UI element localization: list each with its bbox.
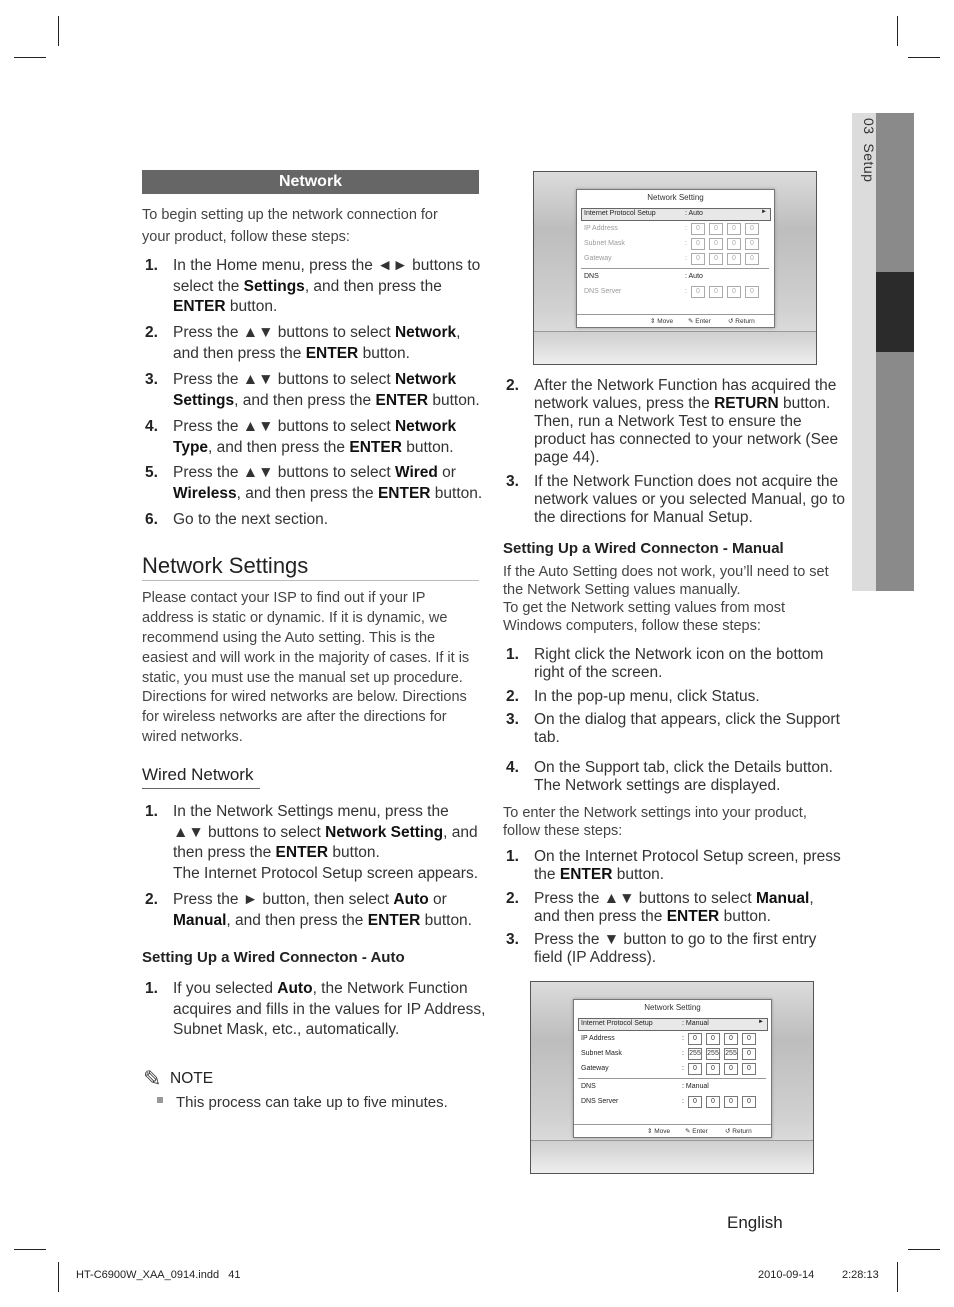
- para-line: static, you must use the manual set up procedure.: [142, 670, 463, 686]
- octet-field[interactable]: 0: [745, 238, 759, 250]
- sidebar-chapter-marker: [876, 272, 914, 352]
- para-line: wired networks.: [142, 729, 243, 745]
- step-number: 1.: [506, 646, 519, 663]
- network-setting-screenshot-auto: [533, 171, 817, 365]
- octet-field[interactable]: 0: [706, 1033, 720, 1045]
- intro-line: To begin setting up the network connection for: [142, 207, 438, 223]
- step-number: 6.: [145, 511, 158, 528]
- network-setting-screenshot-manual: [530, 981, 814, 1174]
- step-text: After the Network Function has acquired the network values, press the RETURN button. Then, run a Network Test to ensure the product has connected to your network (See page 44).: [534, 377, 839, 466]
- wired-auto-heading: Setting Up a Wired Connecton - Auto: [142, 949, 405, 966]
- enter-icon: ✎: [688, 318, 694, 325]
- network-settings-para2: [142, 687, 487, 747]
- octet-field[interactable]: 0: [742, 1063, 756, 1075]
- octet-field[interactable]: 0: [706, 1063, 720, 1075]
- move-hint: [647, 1127, 670, 1135]
- octet-field[interactable]: 0: [688, 1033, 702, 1045]
- octet-field[interactable]: 0: [727, 286, 741, 298]
- step-number: 2.: [145, 324, 158, 341]
- ips-label: Internet Protocol Setup: [584, 210, 656, 217]
- octet-field[interactable]: 0: [691, 238, 705, 250]
- ip-address-label: IP Address: [584, 225, 618, 232]
- step-number: 1.: [145, 980, 158, 997]
- para-line: Please contact your ISP to find out if your IP: [142, 590, 426, 606]
- step-number: 3.: [506, 931, 519, 948]
- wired-network-underline: [142, 788, 260, 789]
- octet-field[interactable]: 0: [706, 1096, 720, 1108]
- network-settings-heading: Network Settings: [142, 553, 309, 578]
- field-colon: :: [682, 1050, 684, 1057]
- sidebar-strip: [852, 113, 876, 591]
- octet-field[interactable]: 0: [709, 238, 723, 250]
- arrow-right-icon: ►: [761, 209, 767, 215]
- wired-network-heading: Wired Network: [142, 765, 254, 784]
- step-number: 3.: [506, 711, 519, 728]
- octet-field[interactable]: 0: [709, 223, 723, 235]
- enter-hint: [685, 1127, 708, 1135]
- para-line: easiest and will work in the majority of cases. If it is: [142, 650, 470, 666]
- octet-field[interactable]: 0: [724, 1033, 738, 1045]
- screen-bottom-band: [531, 1140, 813, 1173]
- octet-field[interactable]: 0: [709, 286, 723, 298]
- step-text: In the pop-up menu, click Status.: [534, 688, 760, 705]
- octet-field[interactable]: 0: [727, 253, 741, 265]
- octet-field[interactable]: 0: [742, 1096, 756, 1108]
- network-settings-para1: [142, 588, 487, 688]
- network-setting-menu: [576, 189, 775, 328]
- field-colon: :: [682, 1098, 684, 1105]
- dns-label: DNS: [584, 273, 599, 280]
- arrow-right-icon: ►: [758, 1019, 764, 1025]
- menu-title: Network Setting: [644, 1003, 701, 1012]
- crop-mark: [14, 57, 46, 58]
- network-section-heading: Network: [142, 170, 479, 194]
- step-text: Press the ▲▼ buttons to select Network, and then press the ENTER button.: [173, 324, 461, 362]
- crop-mark: [58, 16, 59, 46]
- step-text: Press the ▼ button to go to the first entry field (IP Address).: [534, 931, 817, 966]
- step-number: 3.: [506, 473, 519, 490]
- step-text: In the Network Settings menu, press the ▲▼ buttons to select Network Setting, and then press the ENTER button. The Internet Protocol Setup screen appears.: [173, 803, 479, 882]
- chapter-number: 03: [861, 118, 877, 135]
- para-line: Directions for wired networks are below. Directions: [142, 689, 467, 705]
- step-text: On the dialog that appears, click the Support tab.: [534, 711, 840, 746]
- para-line: address is static or dynamic. If it is dynamic, we: [142, 610, 448, 626]
- step-text: Press the ▲▼ buttons to select Wired or Wireless, and then press the ENTER button.: [173, 464, 483, 502]
- move-label: Move: [654, 1128, 671, 1135]
- field-colon: :: [685, 225, 687, 232]
- step-number: 2.: [145, 891, 158, 908]
- step-number: 1.: [506, 848, 519, 865]
- network-intro: [142, 205, 438, 247]
- step-number: 2.: [506, 688, 519, 705]
- octet-field[interactable]: 0: [688, 1096, 702, 1108]
- para-line: To enter the Network settings into your product,: [503, 805, 807, 821]
- octet-field[interactable]: 0: [691, 223, 705, 235]
- menu-divider: [581, 268, 769, 269]
- para-line: If the Auto Setting does not work, you’ll need to set: [503, 564, 829, 580]
- enter-label: Enter: [692, 1128, 708, 1135]
- menu-title: Network Setting: [647, 193, 704, 202]
- updown-icon: ⇕: [650, 318, 656, 325]
- ip-address-label: IP Address: [581, 1035, 615, 1042]
- dns-server-label: DNS Server: [581, 1098, 619, 1105]
- octet-field[interactable]: 0: [691, 286, 705, 298]
- note-text: This process can take up to five minutes.: [176, 1094, 448, 1111]
- octet-field[interactable]: 0: [742, 1048, 756, 1060]
- intro-line: your product, follow these steps:: [142, 229, 350, 245]
- step-text: Go to the next section.: [173, 511, 329, 528]
- return-label: Return: [735, 318, 755, 325]
- step-text: Right click the Network icon on the bottom right of the screen.: [534, 646, 824, 681]
- step-number: 2.: [506, 890, 519, 907]
- octet-field[interactable]: 0: [691, 253, 705, 265]
- dns-value: : Manual: [682, 1083, 709, 1090]
- ips-value: : Auto: [685, 210, 703, 217]
- print-date: 2010-09-14: [758, 1269, 815, 1281]
- manual-para: [503, 563, 848, 635]
- dns-server-label: DNS Server: [584, 288, 622, 295]
- octet-field[interactable]: 0: [727, 223, 741, 235]
- heading-rule: [142, 580, 479, 581]
- para-line: the Network Setting values manually.: [503, 582, 741, 598]
- field-colon: :: [685, 240, 687, 247]
- octet-field[interactable]: 0: [724, 1063, 738, 1075]
- field-colon: :: [682, 1065, 684, 1072]
- move-label: Move: [657, 318, 674, 325]
- octet-field[interactable]: 0: [709, 253, 723, 265]
- para-line: recommend using the Auto setting. This is the: [142, 630, 436, 646]
- step-text: If you selected Auto, the Network Function acquires and fills in the values for IP Address, Subnet Mask, etc., automatically.: [173, 980, 486, 1038]
- screen-bottom-band: [534, 331, 816, 364]
- enter-label: Enter: [695, 318, 711, 325]
- octet-field[interactable]: 0: [742, 1033, 756, 1045]
- enter-hint: [688, 317, 711, 325]
- step-text: On the Internet Protocol Setup screen, press the ENTER button.: [534, 848, 841, 883]
- ips-value: : Manual: [682, 1020, 709, 1027]
- return-icon: ↺: [728, 318, 734, 325]
- field-colon: :: [682, 1035, 684, 1042]
- step-text: Press the ► button, then select Auto or Manual, and then press the ENTER button.: [173, 891, 472, 929]
- move-hint: [650, 317, 673, 325]
- print-time: 2:28:13: [842, 1269, 879, 1281]
- step-number: 4.: [145, 418, 158, 435]
- octet-field[interactable]: 0: [688, 1063, 702, 1075]
- octet-field[interactable]: 255: [724, 1048, 738, 1060]
- field-colon: :: [685, 255, 687, 262]
- para-line: for wireless networks are after the directions for: [142, 709, 447, 725]
- enter-para: [503, 804, 848, 840]
- step-number: 1.: [145, 257, 158, 274]
- gateway-label: Gateway: [581, 1065, 609, 1072]
- updown-icon: ⇕: [647, 1128, 653, 1135]
- step-text: Press the ▲▼ buttons to select Network Type, and then press the ENTER button.: [173, 418, 457, 456]
- crop-mark: [908, 1249, 940, 1250]
- step-number: 3.: [145, 371, 158, 388]
- menu-footer-divider: [577, 314, 774, 315]
- file-name: HT-C6900W_XAA_0914.indd 41: [76, 1269, 241, 1281]
- crop-mark: [908, 57, 940, 58]
- menu-divider: [578, 1078, 766, 1079]
- octet-field[interactable]: 255: [688, 1048, 702, 1060]
- subnet-mask-label: Subnet Mask: [581, 1050, 622, 1057]
- step-number: 4.: [506, 759, 519, 776]
- crop-mark: [897, 1262, 898, 1292]
- step-text: Press the ▲▼ buttons to select Manual, and then press the ENTER button.: [534, 890, 814, 925]
- step-number: 5.: [145, 464, 158, 481]
- octet-field[interactable]: 0: [745, 286, 759, 298]
- enter-icon: ✎: [685, 1128, 691, 1135]
- network-setting-menu: [573, 999, 772, 1138]
- crop-mark: [897, 16, 898, 46]
- note-pencil-icon: ✎: [143, 1066, 162, 1091]
- language-label: English: [727, 1213, 783, 1232]
- para-line: To get the Network setting values from most: [503, 600, 786, 616]
- crop-mark: [14, 1249, 46, 1250]
- para-line: follow these steps:: [503, 823, 623, 839]
- octet-field[interactable]: 0: [745, 253, 759, 265]
- sidebar-chapter-label: [847, 118, 877, 182]
- octet-field[interactable]: 0: [745, 223, 759, 235]
- wired-manual-heading: Setting Up a Wired Connecton - Manual: [503, 540, 784, 557]
- step-text: In the Home menu, press the ◄► buttons to select the Settings, and then press the ENTER button.: [173, 257, 481, 315]
- return-hint: [728, 317, 755, 325]
- return-label: Return: [732, 1128, 752, 1135]
- octet-field[interactable]: 255: [706, 1048, 720, 1060]
- step-number: 1.: [145, 803, 158, 820]
- dns-value: : Auto: [685, 273, 703, 280]
- field-colon: :: [685, 288, 687, 295]
- octet-field[interactable]: 0: [724, 1096, 738, 1108]
- note-label: NOTE: [170, 1070, 214, 1087]
- step-number: 2.: [506, 377, 519, 394]
- note-bullet: [157, 1097, 163, 1103]
- return-hint: [725, 1127, 752, 1135]
- step-text: Press the ▲▼ buttons to select Network Settings, and then press the ENTER button.: [173, 371, 480, 409]
- return-icon: ↺: [725, 1128, 731, 1135]
- dns-label: DNS: [581, 1083, 596, 1090]
- step-text: On the Support tab, click the Details button. The Network settings are displayed.: [534, 759, 833, 794]
- ips-label: Internet Protocol Setup: [581, 1020, 653, 1027]
- menu-footer-divider: [574, 1124, 771, 1125]
- chapter-title: Setup: [861, 143, 877, 183]
- gateway-label: Gateway: [584, 255, 612, 262]
- octet-field[interactable]: 0: [727, 238, 741, 250]
- para-line: Windows computers, follow these steps:: [503, 618, 761, 634]
- step-text: If the Network Function does not acquire the network values or you selected Manual, go to the directions for Manual Setup.: [534, 473, 846, 526]
- subnet-mask-label: Subnet Mask: [584, 240, 625, 247]
- crop-mark: [58, 1262, 59, 1292]
